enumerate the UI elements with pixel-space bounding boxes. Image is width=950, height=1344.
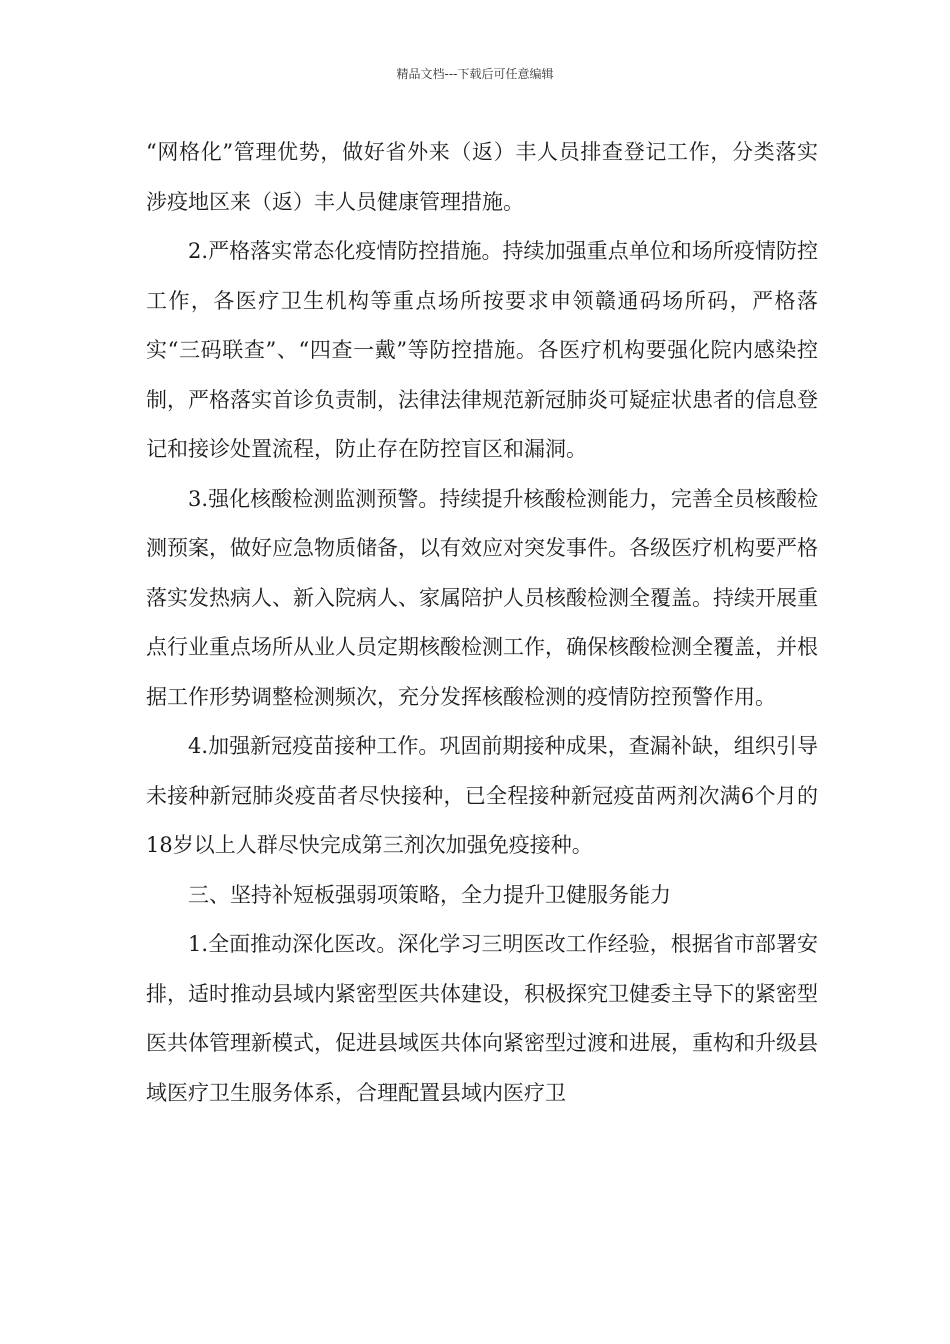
page-header: 精品文档---下载后可任意编辑	[396, 67, 554, 81]
paragraph-item-3: 3.强化核酸检测监测预警。持续提升核酸检测能力，完善全员核酸检测预案，做好应急物质储备，以有效应对突发事件。各级医疗机构要严格落实发热病人、新入院病人、家属陪护人员核酸检测全覆盖。持续开展重点行业重点场所从业人员定期核酸检测工作，确保核酸检测全覆盖，并根据工作形势调整检测频次，充分发挥核酸检测的疫情防控预警作用。	[146, 486, 818, 709]
paragraph-section3-item-1: 1.全面推动深化医改。深化学习三明医改工作经验，根据省市部署安排，适时推动县域内紧密型医共体建设，积极探究卫健委主导下的紧密型医共体管理新模式，促进县域医共体向紧密型过渡和进展，重构和升级县域医疗卫生服务体系，合理配置县域内医疗卫	[146, 932, 818, 1105]
section-heading-3: 三、坚持补短板强弱项策略，全力提升卫健服务能力	[188, 882, 671, 907]
paragraph-item-4: 4.加强新冠疫苗接种工作。巩固前期接种成果，查漏补缺，组织引导未接种新冠肺炎疫苗者尽快接种，已全程接种新冠疫苗两剂次满6个月的18岁以上人群尽快完成第三剂次加强免疫接种。	[146, 734, 818, 857]
paragraph-continuation: “网格化”管理优势，做好省外来（返）丰人员排查登记工作，分类落实涉疫地区来（返）丰人员健康管理措施。	[146, 140, 818, 214]
paragraph-item-2: 2.严格落实常态化疫情防控措施。持续加强重点单位和场所疫情防控工作，各医疗卫生机构等重点场所按要求申领赣通码场所码，严格落实“三码联查”、“四查一戴”等防控措施。各医疗机构要强化院内感染控制，严格落实首诊负责制，法律法律规范新冠肺炎可疑症状患者的信息登记和接诊处置流程，防止存在防控盲区和漏洞。	[146, 239, 818, 461]
document-body	[146, 128, 818, 1118]
